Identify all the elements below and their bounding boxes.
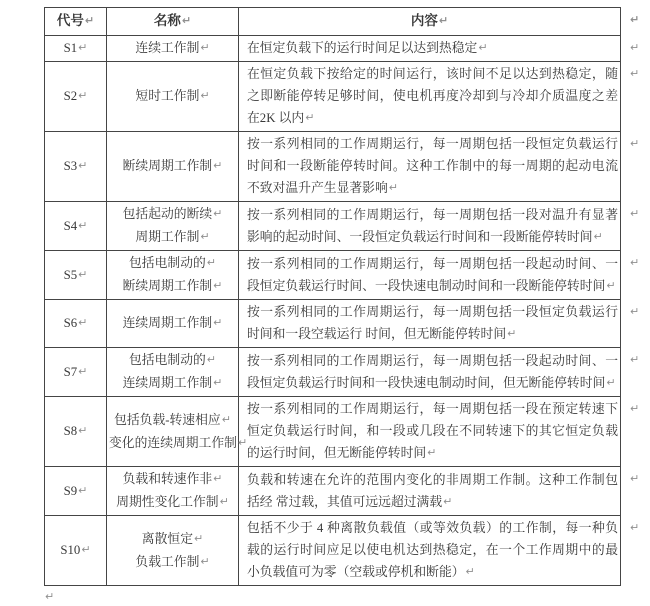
code-value: S3 xyxy=(63,159,78,173)
return-mark-icon: ↵ xyxy=(630,520,640,534)
name-line xyxy=(109,275,236,298)
name-line xyxy=(109,409,236,432)
row-end-marker xyxy=(621,202,647,251)
name-line xyxy=(109,226,236,249)
return-mark-icon: ↵ xyxy=(478,41,488,54)
row-end-marker xyxy=(621,467,647,516)
name-cell xyxy=(107,348,239,397)
name-line xyxy=(109,468,236,491)
return-mark-icon: ↵ xyxy=(438,14,449,27)
row-end-marker xyxy=(621,36,647,62)
code-cell xyxy=(45,467,107,516)
name-text: 离散恒定 xyxy=(141,531,193,546)
name-text: 连续周期工作制 xyxy=(122,376,213,390)
name-cell xyxy=(107,397,248,467)
name-text: 负载和转速作非 xyxy=(122,472,213,486)
code-cell xyxy=(45,348,107,397)
name-text: 连续工作制 xyxy=(135,41,200,55)
return-mark-icon: ↵ xyxy=(78,316,88,329)
code-cell xyxy=(45,300,107,348)
name-cell xyxy=(107,467,239,516)
code-value: S5 xyxy=(63,267,78,282)
header-content-label: 内容 xyxy=(410,13,438,28)
return-mark-icon: ↵ xyxy=(213,316,223,329)
name-line xyxy=(109,349,236,372)
header-code xyxy=(45,8,107,36)
header-row xyxy=(45,8,647,36)
return-mark-icon: ↵ xyxy=(606,375,616,389)
return-mark-icon: ↵ xyxy=(45,590,55,603)
name-cell xyxy=(107,36,239,62)
row-end-marker xyxy=(621,300,647,348)
name-cell xyxy=(107,251,239,300)
return-mark-icon: ↵ xyxy=(78,41,88,54)
return-mark-icon: ↵ xyxy=(630,352,640,366)
return-mark-icon: ↵ xyxy=(213,279,223,292)
name-cell xyxy=(107,62,239,132)
name-line xyxy=(109,203,236,226)
code-cell xyxy=(45,202,107,251)
table-row-s8 xyxy=(45,397,647,467)
code-value: S7 xyxy=(63,364,78,379)
code-cell xyxy=(45,132,107,202)
name-text: 断续周期工作制 xyxy=(122,279,213,293)
table-row-s3 xyxy=(45,132,647,202)
return-mark-icon: ↵ xyxy=(78,364,88,378)
row-end-marker xyxy=(621,62,647,132)
name-text: 负载工作制 xyxy=(135,554,200,569)
name-line xyxy=(109,312,236,335)
code-value: S6 xyxy=(63,316,78,330)
content-text: 按一系列相同的工作周期运行，每一周期包括一段恒定负载运行时间和一段断能停转时间。这种工作制中的每一周期的起动电流不致对温升产生显著影响 xyxy=(247,137,618,195)
name-cell xyxy=(107,202,239,251)
code-cell xyxy=(45,516,107,586)
return-mark-icon: ↵ xyxy=(200,41,210,54)
content-cell xyxy=(239,202,621,251)
code-cell xyxy=(45,36,107,62)
return-mark-icon: ↵ xyxy=(630,255,640,269)
return-mark-icon: ↵ xyxy=(630,12,640,26)
table-row-s10 xyxy=(45,516,647,586)
table-row-s1 xyxy=(45,36,647,62)
table-row-s7 xyxy=(45,348,647,397)
content-text: 在恒定负载下按给定的时间运行，该时间不足以达到热稳定，随之即断能停转足够时间，使电机再度冷却到与冷却介质温度之差在2K 以内 xyxy=(247,67,618,125)
header-name xyxy=(107,8,239,36)
return-mark-icon: ↵ xyxy=(78,267,88,281)
return-mark-icon: ↵ xyxy=(219,495,229,508)
content-cell xyxy=(239,62,621,132)
row-end-marker xyxy=(621,348,647,397)
return-mark-icon: ↵ xyxy=(200,554,210,568)
content-text: 按一系列相同的工作周期运行，每一周期包括一段恒定负载运行时间和一段空载运行 时间，但无断能停转时间 xyxy=(247,305,618,341)
table-row-s9 xyxy=(45,467,647,516)
name-line xyxy=(109,252,236,275)
return-mark-icon: ↵ xyxy=(443,494,453,508)
return-mark-icon: ↵ xyxy=(78,89,88,102)
return-mark-icon: ↵ xyxy=(78,424,88,437)
return-mark-icon: ↵ xyxy=(305,111,315,124)
name-line xyxy=(109,372,236,395)
table-row-s4 xyxy=(45,202,647,251)
return-mark-icon: ↵ xyxy=(78,483,88,497)
content-cell xyxy=(239,467,621,516)
return-mark-icon: ↵ xyxy=(388,181,398,194)
return-mark-icon: ↵ xyxy=(84,14,95,27)
name-line xyxy=(109,491,236,514)
header-name-label: 名称 xyxy=(153,13,181,28)
duty-type-table xyxy=(44,7,647,586)
table-row-s2 xyxy=(45,62,647,132)
content-cell xyxy=(239,251,621,300)
code-value: S9 xyxy=(63,483,78,498)
content-text: 按一系列相同的工作周期运行，每一周期包括一段起动时间、一段恒定负载运行时间和一段快速电制动时间，但无断能停转时间 xyxy=(247,353,618,390)
name-text: 包括起动的断续 xyxy=(122,207,213,221)
name-text: 包括电制动的 xyxy=(129,256,206,270)
row-end-marker xyxy=(621,397,647,467)
content-text: 按一系列相同的工作周期运行，每一周期包括一段在预定转速下恒定负载运行时间，和一段或几段在不同转速下的其它恒定负载的运行时间，但无断能停转时间 xyxy=(247,402,618,460)
name-line xyxy=(109,551,236,574)
code-value: S1 xyxy=(63,41,78,55)
content-text: 负载和转速在允许的范围内变化的非周期工作制。这种工作制包括经 常过载，其值可远远超过满载 xyxy=(247,472,618,509)
content-cell xyxy=(239,516,621,586)
return-mark-icon: ↵ xyxy=(606,278,616,292)
return-mark-icon: ↵ xyxy=(193,531,204,545)
name-text: 包括负载-转速相应 xyxy=(114,412,221,427)
return-mark-icon: ↵ xyxy=(181,14,192,27)
return-mark-icon: ↵ xyxy=(213,376,223,389)
row-end-marker xyxy=(621,516,647,586)
header-content xyxy=(239,8,621,36)
code-cell xyxy=(45,397,107,467)
return-mark-icon: ↵ xyxy=(427,446,437,459)
return-mark-icon: ↵ xyxy=(630,304,640,318)
code-value: S4 xyxy=(63,218,78,233)
return-mark-icon: ↵ xyxy=(630,401,640,415)
content-cell xyxy=(239,397,621,467)
return-mark-icon: ↵ xyxy=(593,229,603,243)
name-line xyxy=(109,37,236,60)
name-cell xyxy=(107,132,239,202)
code-value: S10 xyxy=(60,543,81,557)
name-text: 连续周期工作制 xyxy=(122,316,213,330)
return-mark-icon: ↵ xyxy=(237,435,248,449)
name-text: 变化的连续周期工作制 xyxy=(109,435,237,450)
name-text: 断续周期工作制 xyxy=(122,159,213,173)
return-mark-icon: ↵ xyxy=(213,472,223,485)
return-mark-icon: ↵ xyxy=(200,89,210,102)
name-line xyxy=(109,85,236,108)
return-mark-icon: ↵ xyxy=(78,218,88,232)
return-mark-icon: ↵ xyxy=(206,353,216,366)
row-end-marker xyxy=(621,251,647,300)
content-cell xyxy=(239,300,621,348)
name-cell xyxy=(107,516,239,586)
return-mark-icon: ↵ xyxy=(630,40,640,54)
header-code-label: 代号 xyxy=(56,13,84,28)
name-cell xyxy=(107,300,239,348)
code-cell xyxy=(45,251,107,300)
name-line xyxy=(109,528,236,551)
name-line xyxy=(109,432,248,455)
name-line xyxy=(109,155,236,178)
code-value: S2 xyxy=(63,89,78,103)
trailing-paragraph xyxy=(44,588,650,606)
row-end-marker xyxy=(621,8,647,36)
name-text: 周期性变化工作制 xyxy=(116,495,219,509)
name-text: 包括电制动的 xyxy=(129,353,206,367)
name-text: 周期工作制 xyxy=(135,230,200,244)
return-mark-icon: ↵ xyxy=(213,159,223,172)
content-text: 包括不少于 4 种离散负载值（或等效负载）的工作制，每一种负载的运行时间应足以使电机达到热稳定，在一个工作周期中的最小负载值可为零（空载或停机和断能） xyxy=(247,521,618,579)
code-value: S8 xyxy=(63,424,78,438)
table-row-s5 xyxy=(45,251,647,300)
return-mark-icon: ↵ xyxy=(507,327,517,340)
content-text: 按一系列相同的工作周期运行，每一周期包括一段对温升有显著影响的起动时间、一段恒定负载运行时间和一段断能停转时间 xyxy=(247,207,618,244)
content-text: 在恒定负载下的运行时间足以达到热稳定 xyxy=(247,41,478,55)
content-cell xyxy=(239,132,621,202)
table-row-s6 xyxy=(45,300,647,348)
return-mark-icon: ↵ xyxy=(465,565,475,578)
return-mark-icon: ↵ xyxy=(221,412,231,426)
return-mark-icon: ↵ xyxy=(206,256,216,269)
return-mark-icon: ↵ xyxy=(200,230,210,243)
return-mark-icon: ↵ xyxy=(630,471,640,485)
content-text: 按一系列相同的工作周期运行，每一周期包括一段起动时间、一段恒定负载运行时间、一段快速电制动时间和一段断能停转时间 xyxy=(247,256,618,293)
return-mark-icon: ↵ xyxy=(630,66,640,80)
name-text: 短时工作制 xyxy=(135,89,200,103)
return-mark-icon: ↵ xyxy=(630,206,640,220)
content-cell xyxy=(239,36,621,62)
return-mark-icon: ↵ xyxy=(630,136,640,150)
code-cell xyxy=(45,62,107,132)
return-mark-icon: ↵ xyxy=(78,159,88,172)
row-end-marker xyxy=(621,132,647,202)
return-mark-icon: ↵ xyxy=(213,207,223,220)
content-cell xyxy=(239,348,621,397)
return-mark-icon: ↵ xyxy=(81,543,91,556)
